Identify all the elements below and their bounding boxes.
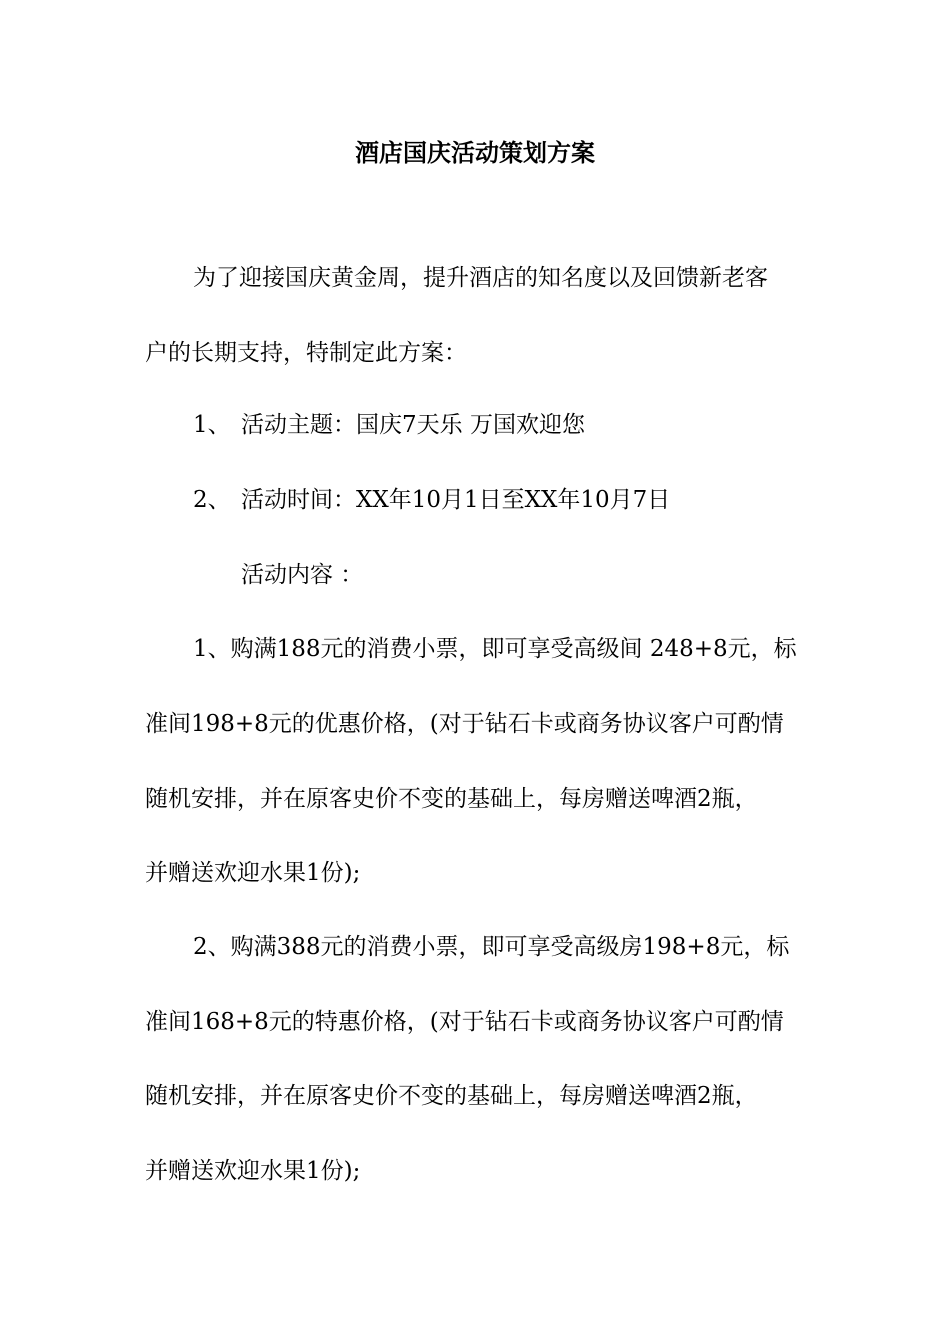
offer-1-line-1: 1、购满188元的消费小票，即可享受高级间 248+8元，标: [193, 636, 797, 662]
offer-1-line-2: 准间198+8元的优惠价格，(对于钻石卡或商务协议客户可酌情: [145, 711, 784, 737]
intro-line-2: 户的长期支持，特制定此方案：: [145, 340, 467, 366]
offer-1-line-3: 随机安排，并在原客史价不变的基础上，每房赠送啤酒2瓶，: [145, 786, 758, 812]
offer-2-line-1: 2、购满388元的消费小票，即可享受高级房198+8元，标: [193, 934, 790, 960]
offer-1-line-4: 并赠送欢迎水果1份);: [145, 860, 361, 886]
content-heading: 活动内容 ：: [241, 562, 364, 588]
document-title: 酒店国庆活动策划方案: [355, 138, 595, 167]
offer-2-line-2: 准间168+8元的特惠价格，(对于钻石卡或商务协议客户可酌情: [145, 1009, 784, 1035]
list-item-number: 1、: [193, 412, 231, 438]
list-item-text: 活动主题：国庆7天乐 万国欢迎您: [241, 412, 585, 438]
intro-line-1: 为了迎接国庆黄金周，提升酒店的知名度以及回馈新老客: [193, 265, 768, 291]
list-item-time: [193, 485, 670, 515]
offer-2-line-3: 随机安排，并在原客史价不变的基础上，每房赠送啤酒2瓶，: [145, 1083, 758, 1109]
list-item-theme: [193, 410, 585, 440]
list-item-number: 2、: [193, 487, 231, 513]
list-item-text: 活动时间：XX年10月1日至XX年10月7日: [241, 487, 671, 513]
offer-2-line-4: 并赠送欢迎水果1份);: [145, 1158, 361, 1184]
